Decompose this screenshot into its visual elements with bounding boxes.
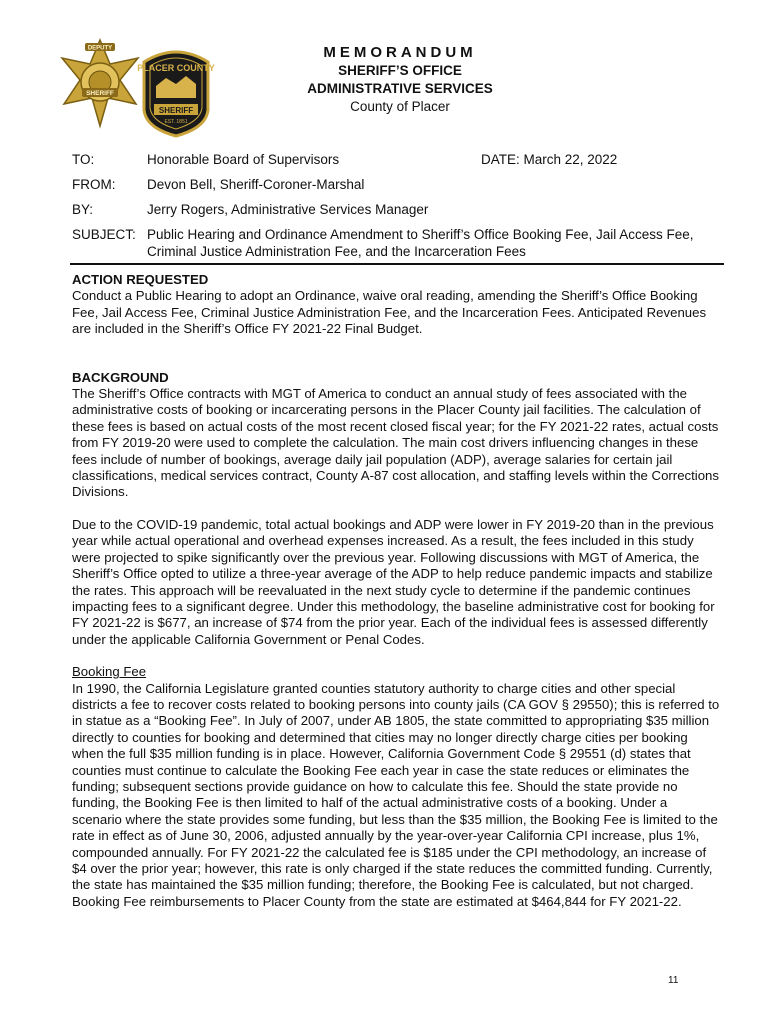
- page-number: 11: [668, 975, 679, 986]
- by-label: BY:: [72, 202, 94, 217]
- memo-body: [72, 272, 720, 910]
- sheriff-star-badge-icon: [58, 38, 218, 138]
- background-heading: BACKGROUND: [72, 369, 169, 385]
- subject-value: Public Hearing and Ordinance Amendment to Sheriff’s Office Booking Fee, Jail Access Fee, Criminal Justice Administration Fee, and the Incarceration Fees: [147, 227, 694, 259]
- memo-date: DATE: March 22, 2022: [481, 152, 618, 167]
- badge-text: SHERIFF: [86, 90, 114, 97]
- county-name: County of Placer: [350, 99, 450, 114]
- booking-fee-text: In 1990, the California Legislature granted counties statutory authority to charge cities and other special districts a fee to recover costs related to booking persons into county jails (CA GOV § 29550); this is referred to in statue as a “Booking Fee”. In July of 2007, under AB 1805, the state committed to appropriating $35 million directly to counties for booking and determined that cities may no longer directly charge cities per booking when the full $35 million funding is in place. However, California Government Code § 29551 (d) states that counties must continue to calculate the Booking Fee each year in case the state reduces or eliminates the funding; subsequent sections provide guidance on how to calculate this fee. Should the state provide no funding, the Booking Fee is then limited to half of the actual administrative costs of a booking. Under a scenario where the state provides some funding, but less than the $35 million, the Booking Fee is limited to the rate in effect as of June 30, 2006, adjusted annually by the year-over-year California CPI increase, plus 1%, compounded annually. For FY 2021-22 the calculated fee is $185 under the CPI methodology, an increase of $4 over the prior year; however, this rate is only charged if the state reduces the committed funding. Currently, the state has maintained the $35 million funding; therefore, the Booking Fee is calculated, but not charged. Booking Fee reimbursements to Placer County from the state are estimated at $464,844 for FY 2021-22.: [72, 680, 720, 909]
- patch-arc-text: PLACER COUNTY: [137, 63, 215, 73]
- background-paragraph-1: The Sheriff’s Office contracts with MGT of America to conduct an annual study of fees associated with the administrative costs of booking or incarcerating persons in the Placer County jail facilities. The calculation of these fees is based on actual costs of the most recent closed fiscal year; for the FY 2021-22 rates, actual costs from FY 2019-20 were used to complete the calculation. The main cost drivers influencing changes in these fees include of number of bookings, average daily jail population (ADP), average salaries for certain jail classifications, medical services contract, County A-87 cost allocation, and staffing levels within the Corrections Divisions.: [72, 386, 719, 500]
- subject-label: SUBJECT:: [72, 227, 136, 242]
- patch-est-text: EST. 1851: [164, 119, 188, 125]
- office-name: SHERIFF’S OFFICE: [338, 63, 462, 78]
- to-label: TO:: [72, 152, 95, 167]
- action-requested-text: Conduct a Public Hearing to adopt an Ordinance, waive oral reading, amending the Sheriff’s Office Booking Fee, Jail Access Fee, Criminal Justice Administration Fee, and the Incarceration Fees. Anticipated Revenues are included in the Sheriff’s Office FY 2021-22 Final Budget.: [72, 288, 707, 337]
- logos: [58, 38, 218, 138]
- background-paragraph-2: Due to the COVID-19 pandemic, total actual bookings and ADP were lower in FY 2019-20 than in the previous year while actual operational and overhead expenses increased. As a result, the fees included in this study were projected to spike significantly over the previous year. Following discussions with MGT of America, the Sheriff’s Office opted to utilize a three-year average of the ADP to help reduce pandemic impacts and stabilize the rates. This approach will be reevaluated in the next study cycle to determine if the pandemic continues impacting fees to a significant degree. Under this methodology, the baseline administrative cost for booking for FY 2021-22 is $677, an increase of $74 from the prior year. Each of the individual fees is assessed differently under the applicable California Government or Penal Codes.: [72, 516, 715, 647]
- from-label: FROM:: [72, 177, 116, 192]
- booking-fee-heading: Booking Fee: [72, 664, 147, 680]
- badge-top-text: DEPUTY: [87, 45, 113, 52]
- memo-header: [270, 44, 530, 116]
- to-value: Honorable Board of Supervisors: [147, 152, 340, 167]
- from-value: Devon Bell, Sheriff-Coroner-Marshal: [147, 177, 365, 192]
- action-requested-heading: ACTION REQUESTED: [72, 272, 209, 287]
- header-divider: [70, 263, 724, 265]
- by-value: Jerry Rogers, Administrative Services Manager: [147, 202, 429, 217]
- memo-title: MEMORANDUM: [323, 44, 477, 61]
- county-patch-icon: [137, 52, 215, 136]
- division-name: ADMINISTRATIVE SERVICES: [307, 81, 493, 96]
- patch-band-text: SHERIFF: [158, 106, 194, 115]
